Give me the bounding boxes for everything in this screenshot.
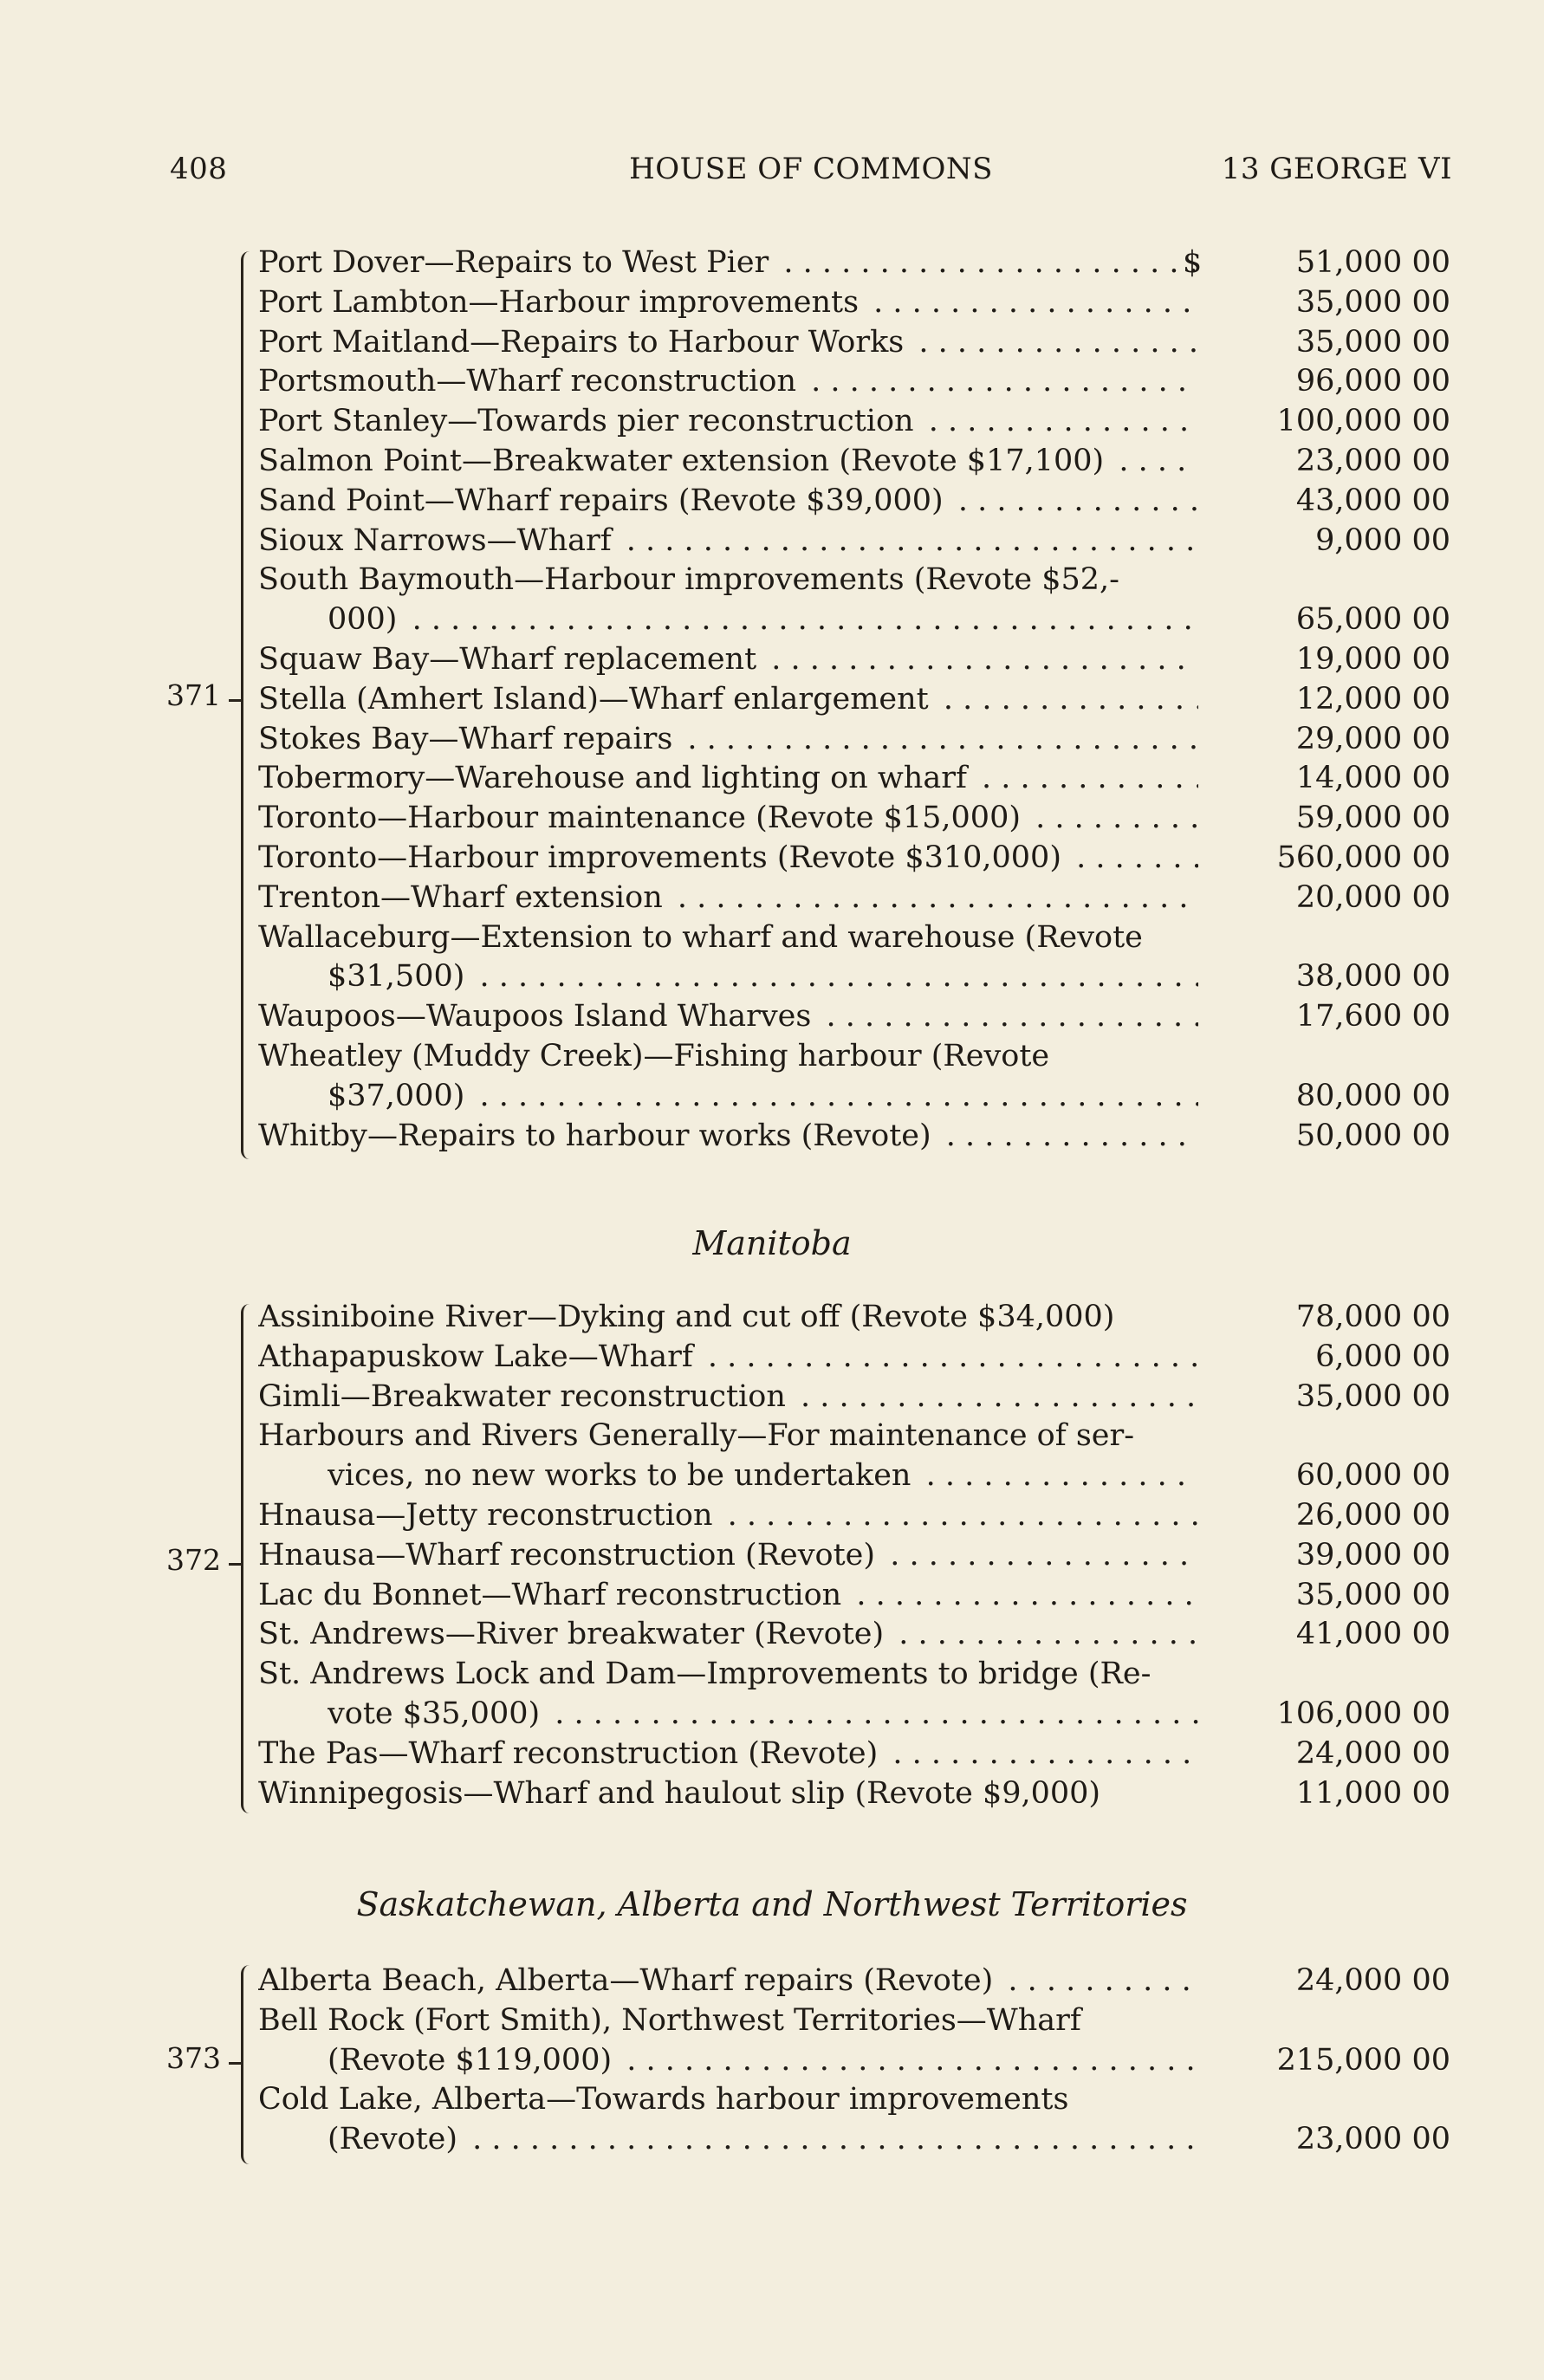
item-amount: 38,000 00 (1295, 959, 1450, 995)
item-text: Toronto—Harbour maintenance (Revote $15,000) (258, 801, 1026, 835)
estimate-row (0, 1297, 1544, 1337)
item-description (258, 1036, 1198, 1076)
item-description (258, 798, 1198, 838)
estimate-row (0, 1337, 1544, 1377)
item-description (258, 401, 1198, 441)
item-description (258, 1297, 1198, 1337)
item-text: The Pas—Wharf reconstruction (Revote) (258, 1736, 883, 1771)
item-description (258, 1654, 1198, 1694)
item-description (258, 1535, 1198, 1575)
estimate-row (0, 878, 1544, 918)
item-text: Stokes Bay—Wharf repairs (258, 722, 678, 756)
estimate-row (0, 1036, 1544, 1076)
item-description (258, 1416, 1198, 1456)
item-text: vices, no new works to be undertaken (328, 1458, 916, 1493)
estimate-row (0, 600, 1544, 639)
item-amount: 96,000 00 (1295, 364, 1450, 399)
item-description (258, 838, 1198, 878)
item-description (258, 361, 1198, 401)
estimate-row (0, 679, 1544, 719)
item-description (258, 1495, 1198, 1535)
item-amount: 29,000 00 (1295, 721, 1450, 756)
item-text: Port Stanley—Towards pier reconstruction (258, 404, 919, 438)
reign-label: 13 GEORGE VI (1221, 152, 1452, 186)
item-text: Toronto—Harbour improvements (Revote $310,000) (258, 840, 1067, 875)
item-description (258, 560, 1198, 600)
item-amount: 26,000 00 (1295, 1498, 1450, 1533)
item-amount: 35,000 00 (1295, 324, 1450, 360)
item-amount: 11,000 00 (1295, 1775, 1450, 1811)
item-text: Squaw Bay—Wharf replacement (258, 642, 762, 677)
item-text: Port Dover—Repairs to West Pier (258, 245, 774, 280)
item-description (258, 441, 1198, 481)
item-amount: 12,000 00 (1295, 681, 1450, 717)
estimate-row (0, 401, 1544, 441)
item-amount: 24,000 00 (1295, 1735, 1450, 1771)
item-amount: 35,000 00 (1295, 1577, 1450, 1612)
estimate-row (0, 1774, 1544, 1813)
estimate-row (0, 481, 1544, 521)
item-text: Wallaceburg—Extension to wharf and warehouse (Revote (258, 920, 1148, 955)
item-amount: 17,600 00 (1295, 999, 1450, 1034)
estimate-row (0, 1694, 1544, 1734)
item-amount: 39,000 00 (1295, 1537, 1450, 1573)
item-text: (Revote) (328, 2122, 463, 2156)
estimate-row (0, 1734, 1544, 1774)
item-description (258, 639, 1198, 679)
item-text: Wheatley (Muddy Creek)—Fishing harbour (Revote (258, 1039, 1054, 1073)
item-text: St. Andrews—River breakwater (Revote) (258, 1617, 889, 1651)
estimate-row (0, 361, 1544, 401)
item-description (328, 2040, 1198, 2080)
item-text: Athapapuskow Lake—Wharf (258, 1339, 698, 1374)
estimate-row (0, 2079, 1544, 2119)
item-description (258, 322, 1198, 362)
vote-number: 372 (166, 1543, 221, 1577)
item-text: Salmon Point—Breakwater extension (Revote $17,100) (258, 444, 1109, 478)
item-text: Bell Rock (Fort Smith), Northwest Territories—Wharf (258, 2003, 1087, 2038)
section-title: Saskatchewan, Alberta and Northwest Territories (356, 1885, 1188, 1923)
item-text: vote $35,000) (328, 1696, 545, 1731)
item-description (258, 1774, 1198, 1813)
item-description (258, 1734, 1198, 1774)
item-text: Tobermory—Warehouse and lighting on wharf (258, 761, 972, 795)
item-amount: 14,000 00 (1295, 761, 1450, 796)
item-description (258, 1575, 1198, 1615)
item-text: Sand Point—Wharf repairs (Revote $39,000) (258, 483, 949, 518)
item-description (328, 1694, 1198, 1734)
item-amount: 51,000 00 (1295, 245, 1450, 280)
item-amount: 20,000 00 (1295, 879, 1450, 915)
item-description (328, 1456, 1198, 1495)
vote-number: 373 (166, 2041, 221, 2075)
item-description (258, 2001, 1198, 2040)
item-amount: 9,000 00 (1315, 522, 1450, 558)
item-description (328, 957, 1198, 996)
item-text: Hnausa—Wharf reconstruction (Revote) (258, 1538, 880, 1573)
estimate-row (0, 996, 1544, 1036)
item-description (258, 1961, 1198, 2001)
estimate-row (0, 2040, 1544, 2080)
estimate-row (0, 1377, 1544, 1417)
item-description (258, 996, 1198, 1036)
estimate-row (0, 639, 1544, 679)
item-text: Winnipegosis—Wharf and haulout slip (Revote $9,000) (258, 1776, 1106, 1811)
estimate-row (0, 1654, 1544, 1694)
estimate-row (0, 918, 1544, 957)
estimate-row (0, 441, 1544, 481)
item-amount: 43,000 00 (1295, 483, 1450, 518)
item-description (258, 878, 1198, 918)
item-amount: 41,000 00 (1295, 1617, 1450, 1652)
item-text: $37,000) (328, 1079, 470, 1113)
item-text: Trenton—Wharf extension (258, 880, 668, 915)
item-amount: 60,000 00 (1295, 1458, 1450, 1494)
estimate-row (0, 322, 1544, 362)
item-text: Port Lambton—Harbour improvements (258, 285, 864, 320)
item-text: Whitby—Repairs to harbour works (Revote) (258, 1119, 937, 1153)
dollar-sign: $ (1183, 245, 1203, 280)
item-amount: 19,000 00 (1295, 642, 1450, 677)
item-description (258, 2079, 1198, 2119)
estimate-row (0, 1961, 1544, 2001)
item-amount: 65,000 00 (1295, 602, 1450, 638)
item-description (258, 679, 1198, 719)
item-description (258, 758, 1198, 798)
item-description (258, 243, 1198, 282)
item-text: (Revote $119,000) (328, 2043, 617, 2078)
item-amount: 35,000 00 (1295, 284, 1450, 320)
item-amount: 50,000 00 (1295, 1118, 1450, 1153)
item-amount: 78,000 00 (1295, 1300, 1450, 1334)
item-description (258, 1377, 1198, 1417)
item-description (328, 1076, 1198, 1116)
estimate-row (0, 798, 1544, 838)
estimate-row (0, 957, 1544, 996)
item-amount: 35,000 00 (1295, 1378, 1450, 1414)
item-description (258, 719, 1198, 759)
item-text: Sioux Narrows—Wharf (258, 523, 617, 558)
item-description (258, 1116, 1198, 1156)
item-text: 000) (328, 602, 402, 637)
item-amount: 100,000 00 (1276, 404, 1450, 439)
estimate-row (0, 719, 1544, 759)
item-text: Harbours and Rivers Generally—For maintenance of ser- (258, 1418, 1139, 1453)
estimate-row (0, 1116, 1544, 1156)
item-description (258, 1614, 1198, 1654)
item-text: Alberta Beach, Alberta—Wharf repairs (Revote) (258, 1963, 998, 1998)
item-description (258, 481, 1198, 521)
item-amount: 23,000 00 (1295, 2122, 1450, 2157)
item-amount: 215,000 00 (1276, 2042, 1450, 2078)
item-text: Gimli—Breakwater reconstruction (258, 1379, 791, 1414)
item-text: $31,500) (328, 959, 470, 994)
estimate-row (0, 1575, 1544, 1615)
estimate-row (0, 560, 1544, 600)
item-description (328, 600, 1198, 639)
estimate-row (0, 2119, 1544, 2159)
item-text: South Baymouth—Harbour improvements (Revote $52,- (258, 562, 1125, 597)
estimate-row (0, 1535, 1544, 1575)
estimate-row (0, 1076, 1544, 1116)
page-title: HOUSE OF COMMONS (629, 152, 993, 186)
item-description (258, 1337, 1198, 1377)
item-text: Hnausa—Jetty reconstruction (258, 1498, 718, 1533)
item-amount: 59,000 00 (1295, 801, 1450, 836)
estimate-row (0, 521, 1544, 561)
estimate-row (0, 1456, 1544, 1495)
item-text: St. Andrews Lock and Dam—Improvements to bridge (Re- (258, 1657, 1156, 1691)
item-text: Portsmouth—Wharf reconstruction (258, 364, 801, 399)
page-header (170, 152, 1452, 195)
item-text: Lac du Bonnet—Wharf reconstruction (258, 1578, 847, 1612)
item-text: Waupoos—Waupoos Island Wharves (258, 999, 816, 1034)
estimate-row (0, 1495, 1544, 1535)
item-amount: 106,000 00 (1276, 1696, 1450, 1731)
page-number: 408 (170, 152, 228, 186)
item-text: Stella (Amhert Island)—Wharf enlargement (258, 682, 934, 717)
item-amount: 23,000 00 (1295, 444, 1450, 478)
estimate-row (0, 243, 1544, 282)
item-amount: 24,000 00 (1295, 1963, 1450, 1998)
item-description (328, 2119, 1198, 2159)
item-text: Assiniboine River—Dyking and cut off (Revote $34,000) (258, 1300, 1119, 1334)
section-title: Manitoba (692, 1224, 852, 1262)
item-text: Cold Lake, Alberta—Towards harbour improvements (258, 2082, 1074, 2117)
estimate-row (0, 758, 1544, 798)
item-description (258, 521, 1198, 561)
item-description (258, 282, 1198, 322)
estimate-row (0, 1614, 1544, 1654)
item-text: Port Maitland—Repairs to Harbour Works (258, 325, 909, 360)
estimate-row (0, 838, 1544, 878)
item-amount: 560,000 00 (1276, 840, 1450, 875)
item-amount: 6,000 00 (1315, 1339, 1450, 1374)
estimate-row (0, 282, 1544, 322)
estimate-row (0, 1416, 1544, 1456)
vote-number: 371 (166, 678, 221, 712)
item-amount: 80,000 00 (1295, 1078, 1450, 1113)
item-description (258, 918, 1198, 957)
estimate-row (0, 2001, 1544, 2040)
